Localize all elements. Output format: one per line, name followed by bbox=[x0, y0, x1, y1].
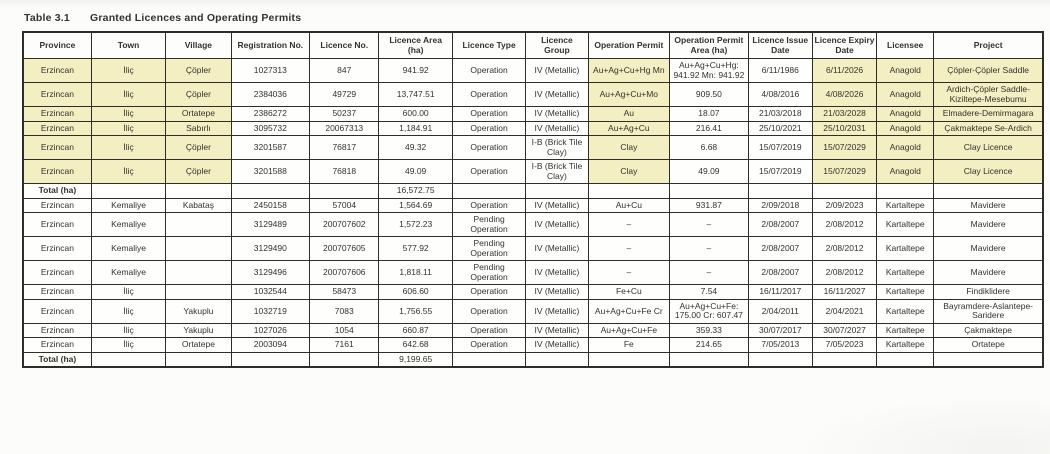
table-cell: Mavidere bbox=[934, 261, 1043, 285]
table-cell: Au+Ag+Cu+Fe: 175.00 Cr: 607.47 bbox=[670, 299, 749, 323]
table-cell: 2003094 bbox=[231, 338, 310, 353]
table-cell bbox=[748, 352, 812, 367]
column-header: Operation Permit bbox=[588, 32, 670, 59]
table-cell: Çöpler bbox=[166, 59, 231, 83]
table-cell bbox=[588, 184, 670, 199]
table-cell: Anagold bbox=[877, 136, 934, 160]
table-cell: Kartaltepe bbox=[877, 261, 934, 285]
table-cell: İliç bbox=[91, 323, 165, 338]
table-cell: 3201588 bbox=[231, 160, 310, 184]
table-cell: 16/11/2027 bbox=[812, 285, 876, 300]
table-cell: 6/11/2026 bbox=[812, 59, 876, 83]
table-cell: Erzincan bbox=[23, 338, 91, 353]
column-header: Licence Area (ha) bbox=[379, 32, 452, 59]
table-cell: 1032719 bbox=[231, 299, 310, 323]
table-cell bbox=[526, 184, 588, 199]
table-cell bbox=[748, 184, 812, 199]
table-cell: – bbox=[670, 213, 749, 237]
table-cell: Operation bbox=[452, 83, 525, 107]
table-row bbox=[23, 121, 1043, 136]
table-cell: Kabataş bbox=[166, 198, 231, 213]
table-cell: İliç bbox=[91, 83, 165, 107]
table-cell: 931.87 bbox=[670, 198, 749, 213]
table-cell: Fe+Cu bbox=[588, 285, 670, 300]
table-cell: Ortatepe bbox=[166, 338, 231, 353]
table-cell: Kartaltepe bbox=[877, 198, 934, 213]
table-cell bbox=[588, 352, 670, 367]
table-header bbox=[23, 32, 1043, 59]
table-cell: Çöpler bbox=[166, 136, 231, 160]
table-cell: 214.65 bbox=[670, 338, 749, 353]
table-cell: 76818 bbox=[310, 160, 379, 184]
table-cell: 577.92 bbox=[379, 237, 452, 261]
table-cell: İliç bbox=[91, 121, 165, 136]
column-header: Village bbox=[166, 32, 231, 59]
table-cell bbox=[166, 352, 231, 367]
table-cell: 58473 bbox=[310, 285, 379, 300]
table-cell: Kemaliye bbox=[91, 198, 165, 213]
table-cell: Erzincan bbox=[23, 59, 91, 83]
table-cell: 49.09 bbox=[379, 160, 452, 184]
table-cell: IV (Metallic) bbox=[526, 107, 588, 122]
table-cell: 49.09 bbox=[670, 160, 749, 184]
table-cell: 2/08/2012 bbox=[812, 213, 876, 237]
table-cell: Operation bbox=[452, 59, 525, 83]
table-cell: Au+Ag+Cu+Hg Mn bbox=[588, 59, 670, 83]
table-cell: 18.07 bbox=[670, 107, 749, 122]
column-header: Licence No. bbox=[310, 32, 379, 59]
table-row bbox=[23, 83, 1043, 107]
table-cell bbox=[310, 352, 379, 367]
table-cell: İliç bbox=[91, 59, 165, 83]
table-cell: Erzincan bbox=[23, 213, 91, 237]
table-cell: Çakmaktepe bbox=[934, 323, 1043, 338]
table-cell: 7083 bbox=[310, 299, 379, 323]
table-cell: Pending Operation bbox=[452, 261, 525, 285]
licences-table bbox=[22, 31, 1044, 368]
table-cell: 847 bbox=[310, 59, 379, 83]
table-cell: 606.60 bbox=[379, 285, 452, 300]
table-cell bbox=[166, 213, 231, 237]
column-header: Town bbox=[91, 32, 165, 59]
column-header: Registration No. bbox=[231, 32, 310, 59]
table-cell: IV (Metallic) bbox=[526, 237, 588, 261]
table-cell: Pending Operation bbox=[452, 213, 525, 237]
table-row bbox=[23, 261, 1043, 285]
table-cell: 7.54 bbox=[670, 285, 749, 300]
table-cell: IV (Metallic) bbox=[526, 299, 588, 323]
table-cell: Erzincan bbox=[23, 107, 91, 122]
table-cell: Operation bbox=[452, 198, 525, 213]
table-cell: 2/08/2012 bbox=[812, 261, 876, 285]
table-cell: İliç bbox=[91, 160, 165, 184]
table-cell: 20067313 bbox=[310, 121, 379, 136]
table-cell: IV (Metallic) bbox=[526, 323, 588, 338]
table-cell: Erzincan bbox=[23, 160, 91, 184]
table-cell bbox=[670, 184, 749, 199]
table-cell: Findiklidere bbox=[934, 285, 1043, 300]
table-cell: 909.50 bbox=[670, 83, 749, 107]
table-row bbox=[23, 213, 1043, 237]
table-cell: Kartaltepe bbox=[877, 338, 934, 353]
table-cell: Çöpler-Çöpler Saddle bbox=[934, 59, 1043, 83]
table-cell bbox=[934, 184, 1043, 199]
table-title-label: Table 3.1 bbox=[24, 12, 70, 24]
table-cell: Pending Operation bbox=[452, 237, 525, 261]
table-cell: I-B (Brick Tile Clay) bbox=[526, 136, 588, 160]
table-cell: 2/04/2021 bbox=[812, 299, 876, 323]
table-row bbox=[23, 160, 1043, 184]
column-header: Licence Group bbox=[526, 32, 588, 59]
table-cell: Kartaltepe bbox=[877, 299, 934, 323]
table-cell: 1027026 bbox=[231, 323, 310, 338]
table-cell: Bayramdere-Aslantepe-Saridere bbox=[934, 299, 1043, 323]
table-cell: 6.68 bbox=[670, 136, 749, 160]
column-header: Operation Permit Area (ha) bbox=[670, 32, 749, 59]
table-cell: 25/10/2021 bbox=[748, 121, 812, 136]
table-cell: Erzincan bbox=[23, 323, 91, 338]
table-cell: 16/11/2017 bbox=[748, 285, 812, 300]
column-header: Licence Type bbox=[452, 32, 525, 59]
table-cell: 2450158 bbox=[231, 198, 310, 213]
table-cell: IV (Metallic) bbox=[526, 338, 588, 353]
table-body bbox=[23, 59, 1043, 368]
table-cell: Mavidere bbox=[934, 198, 1043, 213]
table-cell: 200707605 bbox=[310, 237, 379, 261]
table-cell: Total (ha) bbox=[23, 352, 91, 367]
table-cell: IV (Metallic) bbox=[526, 198, 588, 213]
table-cell: 660.87 bbox=[379, 323, 452, 338]
table-cell bbox=[91, 352, 165, 367]
table-cell: İliç bbox=[91, 136, 165, 160]
table-cell: 7/05/2023 bbox=[812, 338, 876, 353]
table-cell: Erzincan bbox=[23, 299, 91, 323]
table-cell: 25/10/2031 bbox=[812, 121, 876, 136]
table-cell bbox=[166, 237, 231, 261]
table-cell: 4/08/2016 bbox=[748, 83, 812, 107]
table-cell: Au+Ag+Cu bbox=[588, 121, 670, 136]
table-cell: İliç bbox=[91, 285, 165, 300]
table-cell: Erzincan bbox=[23, 261, 91, 285]
table-cell: 3201587 bbox=[231, 136, 310, 160]
table-cell bbox=[452, 184, 525, 199]
table-cell: Erzincan bbox=[23, 237, 91, 261]
table-row bbox=[23, 299, 1043, 323]
table-cell: – bbox=[588, 237, 670, 261]
table-cell: Clay bbox=[588, 136, 670, 160]
table-cell: Operation bbox=[452, 160, 525, 184]
table-row bbox=[23, 59, 1043, 83]
table-cell: 2386272 bbox=[231, 107, 310, 122]
table-cell: 15/07/2019 bbox=[748, 136, 812, 160]
table-cell: Yakuplu bbox=[166, 299, 231, 323]
table-cell bbox=[877, 352, 934, 367]
table-cell: IV (Metallic) bbox=[526, 261, 588, 285]
column-header: Licence Expiry Date bbox=[812, 32, 876, 59]
table-cell: IV (Metallic) bbox=[526, 213, 588, 237]
table-cell: Elmadere-Demirmagara bbox=[934, 107, 1043, 122]
table-cell: Erzincan bbox=[23, 198, 91, 213]
total-row bbox=[23, 352, 1043, 367]
table-cell: Clay bbox=[588, 160, 670, 184]
table-cell: IV (Metallic) bbox=[526, 121, 588, 136]
table-cell: Ortatepe bbox=[934, 338, 1043, 353]
table-cell: 1,572.23 bbox=[379, 213, 452, 237]
table-cell: 1,818.11 bbox=[379, 261, 452, 285]
table-cell: Erzincan bbox=[23, 136, 91, 160]
table-cell bbox=[526, 352, 588, 367]
table-cell: Anagold bbox=[877, 83, 934, 107]
table-cell: Anagold bbox=[877, 160, 934, 184]
table-cell: 200707606 bbox=[310, 261, 379, 285]
column-header: Project bbox=[934, 32, 1043, 59]
table-cell: 600.00 bbox=[379, 107, 452, 122]
table-title-text: Granted Licences and Operating Permits bbox=[90, 12, 302, 24]
table-cell: Clay Licence bbox=[934, 160, 1043, 184]
table-cell: 2/04/2011 bbox=[748, 299, 812, 323]
table-cell: 57004 bbox=[310, 198, 379, 213]
table-cell: Çakmaktepe Se-Ardich bbox=[934, 121, 1043, 136]
table-cell: Operation bbox=[452, 136, 525, 160]
table-cell: Clay Licence bbox=[934, 136, 1043, 160]
table-cell: Operation bbox=[452, 285, 525, 300]
table-cell bbox=[231, 184, 310, 199]
table-cell: 6/11/1986 bbox=[748, 59, 812, 83]
table-cell: Au+Ag+Cu+Hg: 941.92 Mn: 941.92 bbox=[670, 59, 749, 83]
table-cell: Total (ha) bbox=[23, 184, 91, 199]
table-cell: 7/05/2013 bbox=[748, 338, 812, 353]
table-cell: IV (Metallic) bbox=[526, 83, 588, 107]
table-row bbox=[23, 198, 1043, 213]
table-cell: 1027313 bbox=[231, 59, 310, 83]
table-cell: Anagold bbox=[877, 121, 934, 136]
table-cell: 359.33 bbox=[670, 323, 749, 338]
table-cell: Kartaltepe bbox=[877, 323, 934, 338]
table-cell: Kemaliye bbox=[91, 213, 165, 237]
table-cell: 4/08/2026 bbox=[812, 83, 876, 107]
table-cell: 2/09/2023 bbox=[812, 198, 876, 213]
table-cell: 3129489 bbox=[231, 213, 310, 237]
table-cell: 3129490 bbox=[231, 237, 310, 261]
table-cell bbox=[231, 352, 310, 367]
table-cell: Kemaliye bbox=[91, 237, 165, 261]
table-cell: 2/08/2007 bbox=[748, 213, 812, 237]
table-cell: Ortatepe bbox=[166, 107, 231, 122]
table-cell bbox=[934, 352, 1043, 367]
table-cell: 30/07/2017 bbox=[748, 323, 812, 338]
table-cell: Anagold bbox=[877, 107, 934, 122]
table-cell: Kemaliye bbox=[91, 261, 165, 285]
table-cell bbox=[310, 184, 379, 199]
table-cell: 7161 bbox=[310, 338, 379, 353]
table-cell: Çöpler bbox=[166, 160, 231, 184]
table-cell: 21/03/2018 bbox=[748, 107, 812, 122]
table-cell: Ardich-Çöpler Saddle-Kiziltepe-Mesebumu bbox=[934, 83, 1043, 107]
column-header: Province bbox=[23, 32, 91, 59]
table-cell: 2/08/2007 bbox=[748, 261, 812, 285]
header-row bbox=[23, 32, 1043, 59]
table-cell: Operation bbox=[452, 338, 525, 353]
table-cell: 16,572.75 bbox=[379, 184, 452, 199]
table-cell: Operation bbox=[452, 107, 525, 122]
table-cell: Yakuplu bbox=[166, 323, 231, 338]
table-cell: 2384036 bbox=[231, 83, 310, 107]
table-cell: I-B (Brick Tile Clay) bbox=[526, 160, 588, 184]
table-cell: Çöpler bbox=[166, 83, 231, 107]
table-cell: IV (Metallic) bbox=[526, 59, 588, 83]
table-cell bbox=[166, 184, 231, 199]
table-row bbox=[23, 237, 1043, 261]
table-cell: İliç bbox=[91, 299, 165, 323]
table-cell: İliç bbox=[91, 107, 165, 122]
table-cell: Erzincan bbox=[23, 285, 91, 300]
table-cell: IV (Metallic) bbox=[526, 285, 588, 300]
table-cell: Mavidere bbox=[934, 213, 1043, 237]
table-cell: 49729 bbox=[310, 83, 379, 107]
table-cell: 1,564.69 bbox=[379, 198, 452, 213]
table-cell: Mavidere bbox=[934, 237, 1043, 261]
total-row bbox=[23, 184, 1043, 199]
table-cell: Fe bbox=[588, 338, 670, 353]
table-cell: 642.68 bbox=[379, 338, 452, 353]
table-cell bbox=[91, 184, 165, 199]
column-header: Licensee bbox=[877, 32, 934, 59]
table-cell: – bbox=[670, 237, 749, 261]
table-cell bbox=[452, 352, 525, 367]
table-row bbox=[23, 136, 1043, 160]
table-cell bbox=[670, 352, 749, 367]
table-cell: 2/08/2007 bbox=[748, 237, 812, 261]
table-row bbox=[23, 338, 1043, 353]
table-cell bbox=[877, 184, 934, 199]
table-cell: Operation bbox=[452, 121, 525, 136]
table-cell: 9,199.65 bbox=[379, 352, 452, 367]
table-cell: 50237 bbox=[310, 107, 379, 122]
table-cell: Kartaltepe bbox=[877, 237, 934, 261]
table-row bbox=[23, 285, 1043, 300]
table-cell: İliç bbox=[91, 338, 165, 353]
table-cell: Au+Cu bbox=[588, 198, 670, 213]
table-cell: 2/09/2018 bbox=[748, 198, 812, 213]
table-cell: Operation bbox=[452, 299, 525, 323]
table-cell: – bbox=[588, 213, 670, 237]
table-cell: 15/07/2029 bbox=[812, 136, 876, 160]
table-cell bbox=[166, 261, 231, 285]
table-row bbox=[23, 323, 1043, 338]
table-cell: 3129496 bbox=[231, 261, 310, 285]
table-cell: 1032544 bbox=[231, 285, 310, 300]
table-cell: Kartaltepe bbox=[877, 213, 934, 237]
table-cell: 21/03/2028 bbox=[812, 107, 876, 122]
table-cell: Kartaltepe bbox=[877, 285, 934, 300]
table-cell bbox=[812, 352, 876, 367]
table-cell: Au+Ag+Cu+Fe Cr bbox=[588, 299, 670, 323]
table-cell: 76817 bbox=[310, 136, 379, 160]
table-cell: Operation bbox=[452, 323, 525, 338]
scan-artifact bbox=[790, 394, 1050, 454]
table-cell: 13,747.51 bbox=[379, 83, 452, 107]
table-cell: 941.92 bbox=[379, 59, 452, 83]
table-cell: Erzincan bbox=[23, 83, 91, 107]
table-cell: Au+Ag+Cu+Fe bbox=[588, 323, 670, 338]
table-cell: Au bbox=[588, 107, 670, 122]
table-cell: 200707602 bbox=[310, 213, 379, 237]
table-cell: 216.41 bbox=[670, 121, 749, 136]
table-cell: 15/07/2029 bbox=[812, 160, 876, 184]
table-row bbox=[23, 107, 1043, 122]
table-cell: 15/07/2019 bbox=[748, 160, 812, 184]
table-cell bbox=[812, 184, 876, 199]
table-cell: – bbox=[670, 261, 749, 285]
table-cell: 1054 bbox=[310, 323, 379, 338]
table-cell: Erzincan bbox=[23, 121, 91, 136]
table-cell: 3095732 bbox=[231, 121, 310, 136]
table-cell bbox=[166, 285, 231, 300]
table-cell: 1,756.55 bbox=[379, 299, 452, 323]
table-cell: 1,184.91 bbox=[379, 121, 452, 136]
table-cell: – bbox=[588, 261, 670, 285]
table-cell: Anagold bbox=[877, 59, 934, 83]
table-cell: 49.32 bbox=[379, 136, 452, 160]
table-cell: Sabırlı bbox=[166, 121, 231, 136]
table-cell: Au+Ag+Cu+Mo bbox=[588, 83, 670, 107]
table-title bbox=[24, 12, 1046, 24]
column-header: Licence Issue Date bbox=[748, 32, 812, 59]
table-cell: 2/08/2012 bbox=[812, 237, 876, 261]
table-cell: 30/07/2027 bbox=[812, 323, 876, 338]
